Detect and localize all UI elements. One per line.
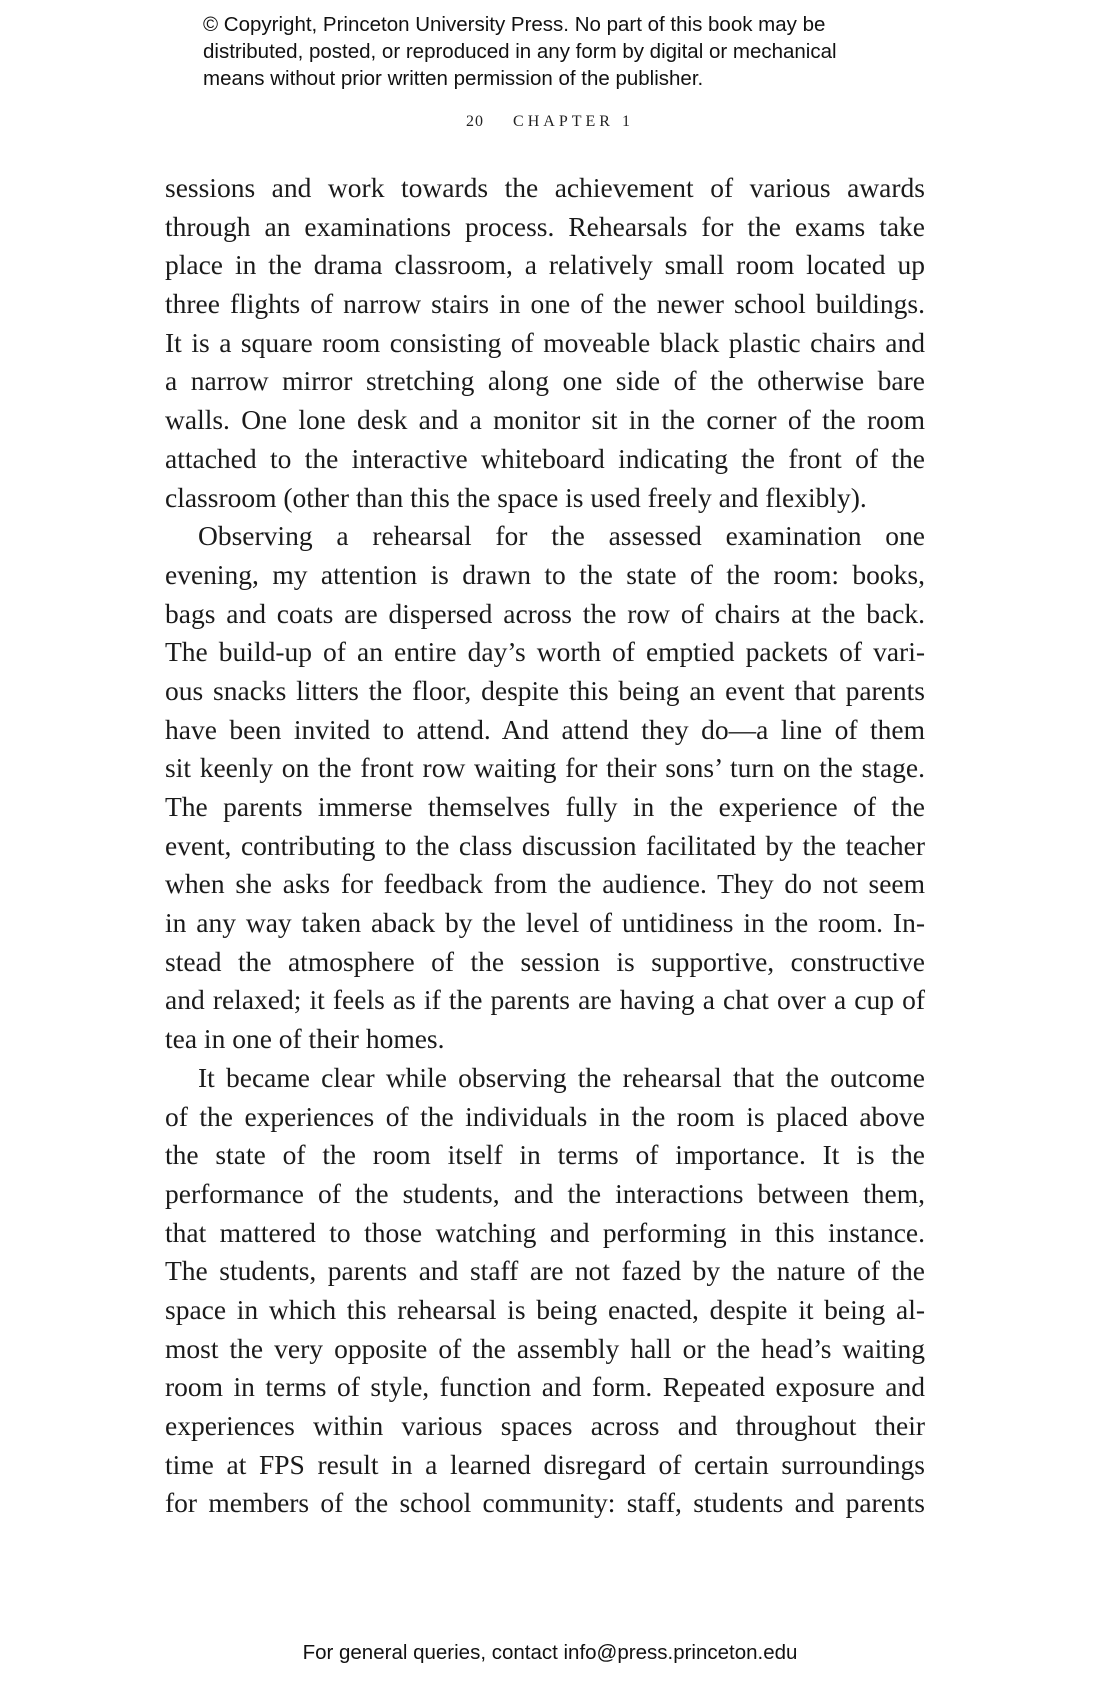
text-line: have been invited to attend. And attend they do—a line of them xyxy=(165,713,925,745)
text-line: bags and coats are dispersed across the row of chairs at the back. xyxy=(165,597,925,629)
copyright-line: means without prior written permission of the publisher. xyxy=(203,67,704,90)
text-line: place in the drama classroom, a relatively small room located up xyxy=(165,249,925,281)
text-line: It became clear while observing the rehearsal that the outcome xyxy=(198,1061,925,1093)
text-line: of the experiences of the individuals in the room is placed above xyxy=(165,1100,925,1132)
text-line: performance of the students, and the interactions between them, xyxy=(165,1177,925,1209)
text-line: stead the atmosphere of the session is supportive, constructive xyxy=(165,945,925,977)
text-line: experiences within various spaces across and throughout their xyxy=(165,1410,925,1441)
text-line: walls. One lone desk and a monitor sit in the corner of the room xyxy=(165,404,925,436)
copyright-notice xyxy=(203,11,923,92)
text-line: most the very opposite of the assembly hall or the head’s waiting xyxy=(165,1332,925,1364)
text-line: evening, my attention is drawn to the state of the room: books, xyxy=(165,558,925,590)
copyright-line: © Copyright, Princeton University Press. No part of this book may be xyxy=(203,13,826,36)
text-line: through an examinations process. Rehearsals for the exams take xyxy=(165,210,925,242)
footer-contact xyxy=(0,1641,1100,1665)
text-line: It is a square room consisting of moveable black plastic chairs and xyxy=(165,326,925,358)
text-line: a narrow mirror stretching along one side of the otherwise bare xyxy=(165,365,925,397)
text-line: The students, parents and staff are not fazed by the nature of the xyxy=(165,1255,925,1287)
text-line: classroom (other than this the space is used freely and flexibly). xyxy=(165,481,867,513)
text-line: Observing a rehearsal for the assessed examination one xyxy=(198,520,925,552)
text-line: tea in one of their homes. xyxy=(165,1023,445,1055)
text-line: The build-up of an entire day’s worth of emptied packets of vari- xyxy=(165,636,925,668)
copyright-line: distributed, posted, or reproduced in any form by digital or mechanical xyxy=(203,40,837,63)
text-line: event, contributing to the class discussion facilitated by the teacher xyxy=(165,829,925,861)
running-head xyxy=(0,113,1100,131)
text-line: when she asks for feedback from the audience. They do not seem xyxy=(165,868,925,900)
text-line: ous snacks litters the floor, despite this being an event that parents xyxy=(165,674,925,706)
chapter-label: CHAPTER 1 xyxy=(513,113,634,130)
text-line: and relaxed; it feels as if the parents are having a chat over a cup of xyxy=(165,984,925,1016)
text-line: time at FPS result in a learned disregard of certain surroundings xyxy=(165,1448,925,1480)
text-line: sessions and work towards the achievement of various awards xyxy=(165,172,925,203)
text-line: in any way taken aback by the level of untidiness in the room. In- xyxy=(165,907,925,939)
footer-contact-text: For general queries, contact info@press.princeton.edu xyxy=(302,1641,798,1664)
text-line: room in terms of style, function and form. Repeated exposure and xyxy=(165,1371,925,1403)
text-line: The parents immerse themselves fully in the experience of the xyxy=(165,791,925,822)
text-line: sit keenly on the front row waiting for their sons’ turn on the stage. xyxy=(165,752,925,784)
text-line: attached to the interactive whiteboard indicating the front of the xyxy=(165,442,925,474)
text-line: space in which this rehearsal is being enacted, despite it being al- xyxy=(165,1293,925,1325)
text-line: the state of the room itself in terms of importance. It is the xyxy=(165,1139,925,1171)
text-line: three flights of narrow stairs in one of the newer school buildings. xyxy=(165,288,925,320)
text-line: that mattered to those watching and performing in this instance. xyxy=(165,1216,925,1248)
body-text xyxy=(165,169,925,1523)
page-number: 20 xyxy=(466,113,485,130)
text-line: for members of the school community: staff, students and parents xyxy=(165,1487,925,1519)
